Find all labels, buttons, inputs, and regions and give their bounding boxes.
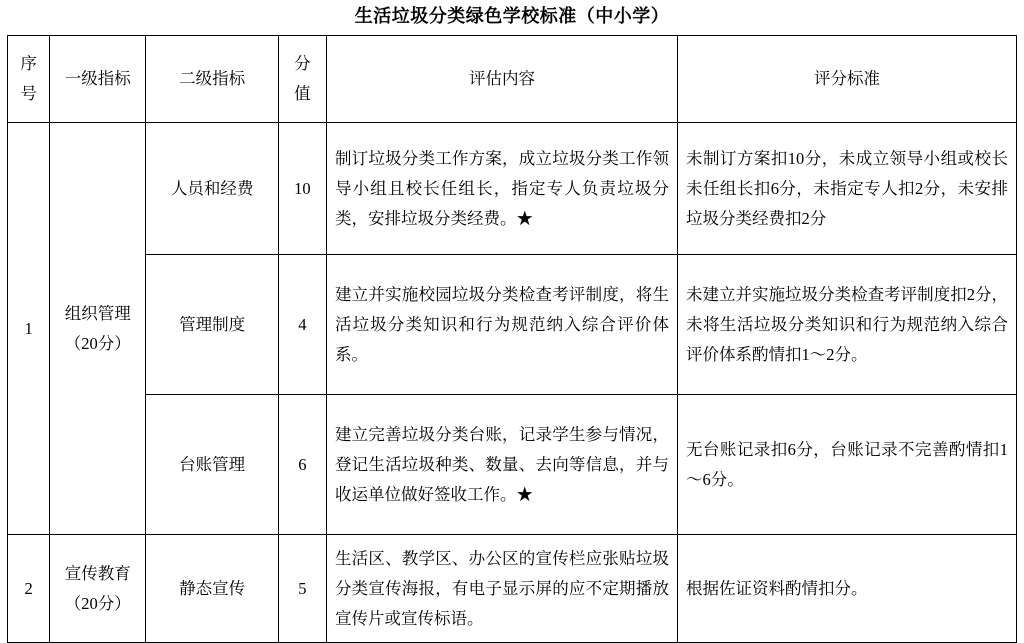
header-score: 分值	[278, 36, 326, 123]
row-level1: 组织管理（20分）	[50, 123, 146, 535]
table-row	[8, 255, 1017, 395]
row-score: 5	[278, 535, 326, 643]
row-level2: 静态宣传	[146, 535, 278, 643]
header-criteria: 评分标准	[677, 36, 1016, 123]
table-header-row	[8, 36, 1017, 123]
row-content: 建立完善垃圾分类台账，记录学生参与情况，登记生活垃圾种类、数量、去向等信息，并与收运单位做好签收工作。★	[326, 395, 677, 535]
row-criteria: 无台账记录扣6分，台账记录不完善酌情扣1～6分。	[677, 395, 1016, 535]
row-level1: 宣传教育（20分）	[50, 535, 146, 643]
row-criteria: 未建立并实施垃圾分类检查考评制度扣2分，未将生活垃圾分类知识和行为规范纳入综合评价体系酌情扣1～2分。	[677, 255, 1016, 395]
row-seq: 1	[8, 123, 50, 535]
row-level2: 管理制度	[146, 255, 278, 395]
row-criteria: 根据佐证资料酌情扣分。	[677, 535, 1016, 643]
row-content: 建立并实施校园垃圾分类检查考评制度，将生活垃圾分类知识和行为规范纳入综合评价体系。	[326, 255, 677, 395]
header-level1: 一级指标	[50, 36, 146, 123]
header-seq: 序号	[8, 36, 50, 123]
table-header	[8, 36, 1017, 123]
row-score: 10	[278, 123, 326, 255]
row-criteria: 未制订方案扣10分，未成立领导小组或校长未任组长扣6分，未指定专人扣2分，未安排垃圾分类经费扣2分	[677, 123, 1016, 255]
header-content: 评估内容	[326, 36, 677, 123]
table-body	[8, 123, 1017, 643]
page-title: 生活垃圾分类绿色学校标准（中小学）	[354, 6, 670, 26]
row-content: 制订垃圾分类工作方案，成立垃圾分类工作领导小组且校长任组长，指定专人负责垃圾分类，安排垃圾分类经费。★	[326, 123, 677, 255]
row-level2: 人员和经费	[146, 123, 278, 255]
table-row	[8, 395, 1017, 535]
row-content: 生活区、教学区、办公区的宣传栏应张贴垃圾分类宣传海报，有电子显示屏的应不定期播放宣传片或宣传标语。	[326, 535, 677, 643]
table-row	[8, 123, 1017, 255]
row-seq: 2	[8, 535, 50, 643]
row-score: 4	[278, 255, 326, 395]
header-level2: 二级指标	[146, 36, 278, 123]
standards-table	[7, 35, 1017, 643]
table-row	[8, 535, 1017, 643]
row-level2: 台账管理	[146, 395, 278, 535]
row-score: 6	[278, 395, 326, 535]
